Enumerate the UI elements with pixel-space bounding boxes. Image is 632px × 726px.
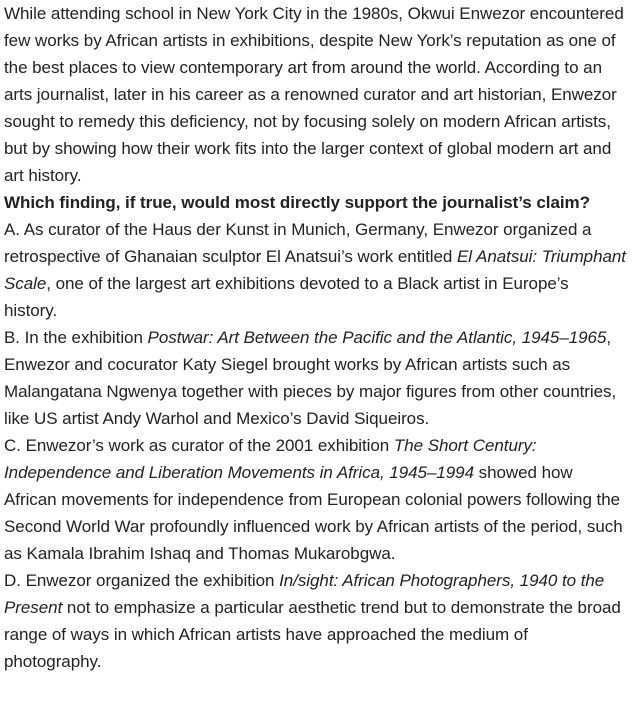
choice-c-prefix: C. Enwezor’s work as curator of the 2001 exhibition — [4, 436, 394, 455]
choice-c-title: The Short Century: Independence and Liberation Movements in Africa, 1945–1994 — [4, 436, 537, 482]
choice-c[interactable] — [4, 432, 626, 567]
question-prompt: Which finding, if true, would most directly support the journalist’s claim? — [4, 193, 590, 212]
choice-a-suffix: , one of the largest art exhibitions devoted to a Black artist in Europe’s history. — [4, 274, 569, 320]
choice-a-title: El Anatsui: Triumphant Scale — [4, 247, 626, 293]
choice-d-title: In/sight: African Photographers, 1940 to the Present — [4, 571, 605, 617]
choice-d-suffix: not to emphasize a particular aesthetic trend but to demonstrate the broad range of ways in which African artists have approached the medium of photography. — [4, 598, 621, 671]
choice-b-prefix: B. In the exhibition — [4, 328, 148, 347]
choice-c-suffix: showed how African movements for independence from European colonial powers following the Second World War profoundly influenced work by African artists of the period, such as Kamala Ibrahim Ishaq and Thomas Mukarobgwa. — [4, 463, 623, 563]
choice-b[interactable] — [4, 324, 626, 432]
choice-a-prefix: A. As curator of the Haus der Kunst in Munich, Germany, Enwezor organized a retrospective of Ghanaian sculptor El Anatsui’s work entitled — [4, 220, 592, 266]
passage-text: While attending school in New York City in the 1980s, Okwui Enwezor encountered few works by African artists in exhibitions, despite New York’s reputation as one of the best places to view contemporary art from around the world. According to an arts journalist, later in his career as a renowned curator and art historian, Enwezor sought to remedy this deficiency, not by focusing solely on modern African artists, but by showing how their work fits into the larger context of global modern art and art history. — [4, 4, 624, 185]
choice-d-prefix: D. Enwezor organized the exhibition — [4, 571, 280, 590]
choice-d[interactable] — [4, 567, 626, 675]
choice-b-title: Postwar: Art Between the Pacific and the Atlantic, 1945–1965 — [147, 328, 607, 347]
choice-b-suffix: , Enwezor and cocurator Katy Siegel brought works by African artists such as Malangatana Ngwenya together with pieces by major figures from other countries, like US artist Andy Warhol and Mexico’s David Siqueiros. — [4, 328, 617, 428]
choice-a[interactable] — [4, 216, 626, 324]
